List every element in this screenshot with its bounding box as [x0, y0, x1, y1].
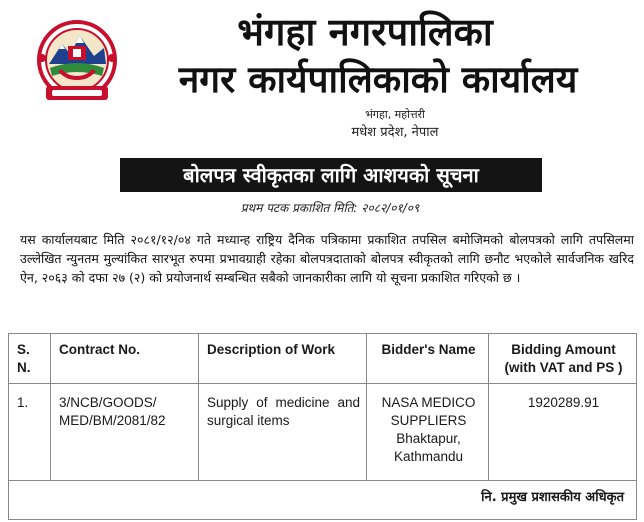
nepal-emblem-icon [36, 18, 118, 106]
signatory: नि. प्रमुख प्रशासकीय अधिकृत [9, 481, 637, 520]
address-district: भंगहा, महोत्तरी [365, 108, 425, 121]
notice-body: यस कार्यालयबाट मिति २०८१/१२/०४ गते मध्यान्ह राष्ट्रिय दैनिक पत्रिकामा प्रकाशित तपसिल बमोजिमको बोलपत्रको लागि तपसिलमा उल्लेखित न्युनतम मुल्यांकित सारभूत रुपमा प्रभावग्राही रहेका बोलपत्रदाताको बोलपत्र स्वीकृतको लागि छनौट भएकोले सार्वजनिक खरिद ऐन, २०६३ को दफा २७ (२) को प्रयोजनार्थ सम्बन्धित सबैको जानकारीका लागि यो सूचना प्रकाशित गरिएको छ । [20, 232, 634, 285]
notice-banner: बोलपत्र स्वीकृतका लागि आशयको सूचना [120, 158, 542, 192]
cell-bidder: NASA MEDICO SUPPLIERS Bhaktapur, Kathmandu [367, 384, 489, 481]
header-amount: Bidding Amount (with VAT and PS ) [489, 334, 637, 384]
header-contract-no: Contract No. [51, 334, 199, 384]
table-header-row [9, 334, 637, 384]
cell-contract-no: 3/NCB/GOODS/ MED/BM/2081/82 [51, 384, 199, 481]
contract-table [8, 333, 637, 520]
address-province: मधेश प्रदेश, नेपाल [351, 125, 439, 140]
office-title-municipality: भंगहा नगरपालिका [237, 10, 493, 54]
signature-row [9, 481, 637, 520]
header-bidder: Bidder's Name [367, 334, 489, 384]
office-title-executive: नगर कार्यपालिकाको कार्यालय [178, 58, 578, 101]
published-date: प्रथम पटक प्रकाशित मिति: २०८२/०१/०९ [240, 201, 420, 215]
header-sn: S. N. [9, 334, 51, 384]
cell-sn: 1. [9, 384, 51, 481]
cell-description: Supply of medicine and surgical items [199, 384, 367, 481]
cell-amount: 1920289.91 [489, 384, 637, 481]
header-description: Description of Work [199, 334, 367, 384]
table-row [9, 384, 637, 481]
